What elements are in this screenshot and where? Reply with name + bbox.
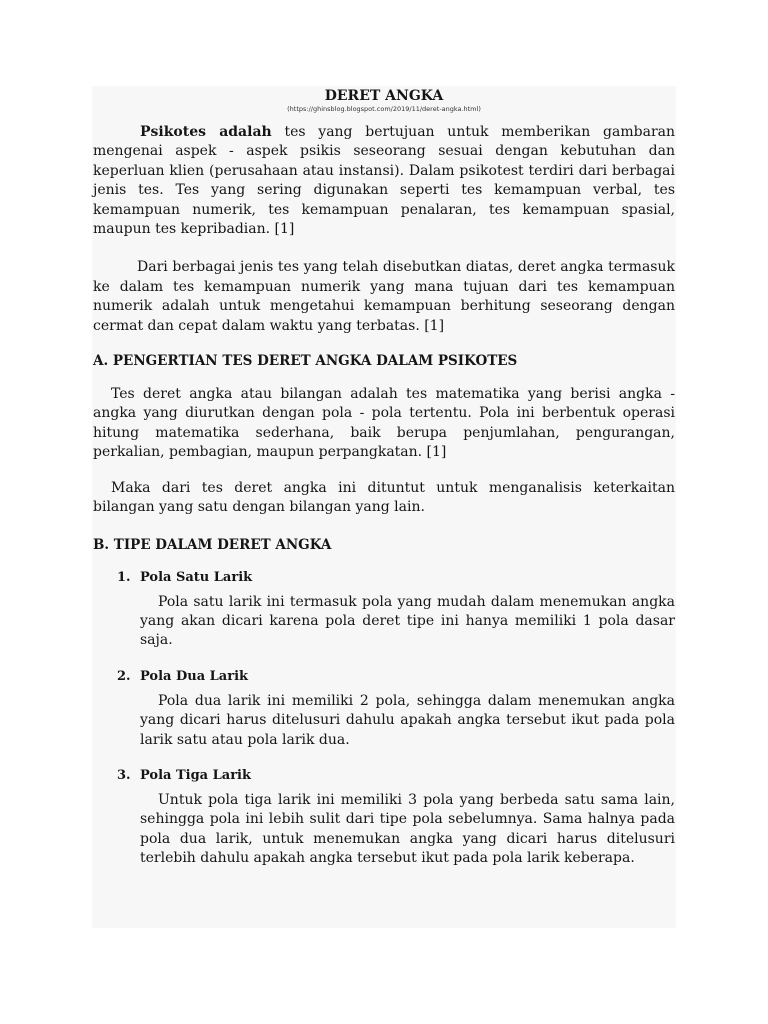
- list-item-title: Pola Dua Larik: [140, 668, 249, 684]
- list-item-title: Pola Tiga Larik: [140, 767, 251, 783]
- intro-paragraph-1-text: tes yang bertujuan untuk memberikan gambaran mengenai aspek - aspek psikis seseorang sesuai dengan kebutuhan dan keperluan klien (perusahaan atau instansi). Dalam psikotest terdiri dari berbagai jenis tes. Tes yang sering digunakan seperti tes kemampuan verbal, tes kemampuan numerik, tes kemampuan penalaran, tes kemampuan spasial, maupun tes kepribadian. [1]: [93, 124, 675, 238]
- list-item-body: Pola dua larik ini memiliki 2 pola, sehingga dalam menemukan angka yang dicari harus ditelusuri dahulu apakah angka tersebut ikut pada pola larik satu atau pola larik dua.: [140, 692, 675, 748]
- source-url: (https://ghinsblog.blogspot.com/2019/11/deret-angka.html): [287, 105, 481, 113]
- list-item: [93, 668, 675, 750]
- list-item: [93, 767, 675, 869]
- intro-lead-term: Psikotes adalah: [140, 124, 272, 140]
- list-item-title: Pola Satu Larik: [140, 569, 253, 585]
- document-title: DERET ANGKA: [324, 88, 444, 104]
- list-item-body: Untuk pola tiga larik ini memiliki 3 pola yang berbeda satu sama lain, sehingga pola ini lebih sulit dari tipe pola sebelumnya. Sama halnya pada pola dua larik, untuk menemukan angka yang dicari harus ditelusuri terlebih dahulu apakah angka tersebut ikut pada pola larik keberapa.: [140, 791, 675, 867]
- intro-paragraph-2: Dari berbagai jenis tes yang telah disebutkan diatas, deret angka termasuk ke dalam tes kemampuan numerik yang mana tujuan dari tes kemampuan numerik adalah untuk mengetahui kemampuan berhitung seseorang dengan cermat dan cepat dalam waktu yang terbatas. [1]: [93, 259, 675, 334]
- intro-paragraph-1: [93, 123, 675, 239]
- list-item: [93, 569, 675, 651]
- pattern-type-list: [93, 569, 675, 869]
- section-a-paragraph-2: Maka dari tes deret angka ini dituntut untuk menganalisis keterkaitan bilangan yang satu dengan bilangan yang lain.: [93, 479, 675, 516]
- section-a-paragraph-1: Tes deret angka atau bilangan adalah tes matematika yang berisi angka - angka yang diurutkan dengan pola - pola tertentu. Pola ini berbentuk operasi hitung matematika sederhana, baik berupa penjumlahan, pengurangan, perkalian, pembagian, maupun perpangkatan. [1]: [93, 386, 675, 461]
- section-a-heading: A. PENGERTIAN TES DERET ANGKA DALAM PSIKOTES: [93, 353, 518, 370]
- list-item-number: 3.: [117, 767, 131, 783]
- document-body: [93, 86, 675, 886]
- list-item-body: Pola satu larik ini termasuk pola yang mudah dalam menemukan angka yang akan dicari karena pola deret tipe ini hanya memiliki 1 pola dasar saja.: [140, 593, 675, 649]
- section-b-heading: B. TIPE DALAM DERET ANGKA: [93, 536, 332, 553]
- list-item-number: 2.: [117, 668, 131, 684]
- list-item-number: 1.: [117, 569, 131, 585]
